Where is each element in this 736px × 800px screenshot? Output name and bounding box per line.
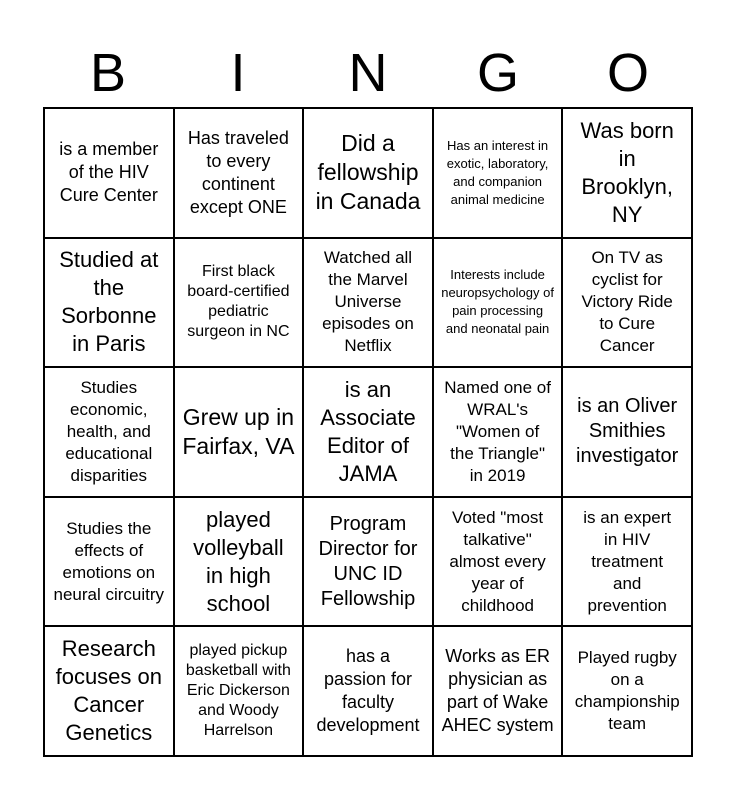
cell-text: is an expert in HIV treatment and prevention [583,507,672,615]
bingo-cell-r5c2[interactable] [174,626,304,756]
cell-text: Research focuses on Cancer Genetics [55,636,162,746]
cell-text: Has traveled to every continent except ONE [187,127,289,217]
bingo-cell-r3c4[interactable] [433,367,563,497]
cell-text: Grew up in Fairfax, VA [182,403,295,459]
bingo-cell-r4c3[interactable] [303,497,433,627]
bingo-cell-r5c5[interactable] [562,626,692,756]
bingo-cell-r2c5[interactable] [562,238,692,368]
bingo-cell-r4c1[interactable] [44,497,174,627]
header-letter-i: I [230,43,246,103]
bingo-cell-r1c4[interactable] [433,108,563,238]
cell-text: Played rugby on a championship team [574,648,680,734]
cell-text: played volleyball in high school [193,506,284,616]
bingo-cell-r3c3[interactable] [303,367,433,497]
cell-text: Was born in Brooklyn, NY [580,117,674,227]
bingo-grid [43,107,693,757]
bingo-cell-r4c5[interactable] [562,497,692,627]
cell-text: Watched all the Marvel Universe episodes on Netflix [322,248,414,356]
cell-text: played pickup basketball with Eric Dickerson and Woody Harrelson [185,642,291,740]
bingo-cell-r3c1[interactable] [44,367,174,497]
header-letter-o: O [606,43,649,103]
bingo-cell-r2c2[interactable] [174,238,304,368]
bingo-cell-r5c1[interactable] [44,626,174,756]
cell-text: Program Director for UNC ID Fellowship [318,512,418,610]
header-letter-n: N [348,43,388,103]
bingo-cell-r3c5[interactable] [562,367,692,497]
bingo-header [43,42,693,104]
bingo-cell-r1c2[interactable] [174,108,304,238]
cell-text: Studied at the Sorbonne in Paris [59,247,159,357]
bingo-cell-r5c3[interactable] [303,626,433,756]
cell-text: Did a fellowship in Canada [315,130,421,215]
bingo-cell-r1c1[interactable] [44,108,174,238]
cell-text: Studies economic, health, and educational disparities [65,377,153,485]
cell-text: is an Associate Editor of JAMA [320,376,416,486]
bingo-cell-r2c3[interactable] [303,238,433,368]
cell-text: On TV as cyclist for Victory Ride to Cure Cancer [581,248,673,356]
cell-text: Has an interest in exotic, laboratory, and companion animal medicine [446,137,549,207]
bingo-cell-r4c4[interactable] [433,497,563,627]
cell-text: Interests include neuropsychology of pain processing and neonatal pain [441,267,554,337]
bingo-cell-r2c1[interactable] [44,238,174,368]
bingo-cell-r1c3[interactable] [303,108,433,238]
header-letter-b: B [89,43,127,103]
cell-text: is an Oliver Smithies investigator [576,395,679,468]
bingo-cell-r5c4[interactable] [433,626,563,756]
cell-text: Voted "most talkative" almost every year of childhood [449,507,546,615]
cell-text: Named one of WRAL's "Women of the Triangle" in 2019 [444,377,551,485]
header-letter-g: G [476,43,519,103]
bingo-cell-r4c2[interactable] [174,497,304,627]
cell-text: is a member of the HIV Cure Center [59,139,159,206]
bingo-cell-r3c2[interactable] [174,367,304,497]
bingo-cell-r1c5[interactable] [562,108,692,238]
cell-text: has a passion for faculty development [316,646,420,736]
bingo-cell-r2c4[interactable] [433,238,563,368]
cell-text: Works as ER physician as part of Wake AHEC system [441,646,554,736]
cell-text: Studies the effects of emotions on neural circuitry [53,518,165,604]
cell-text: First black board-certified pediatric surgeon in NC [187,263,290,341]
